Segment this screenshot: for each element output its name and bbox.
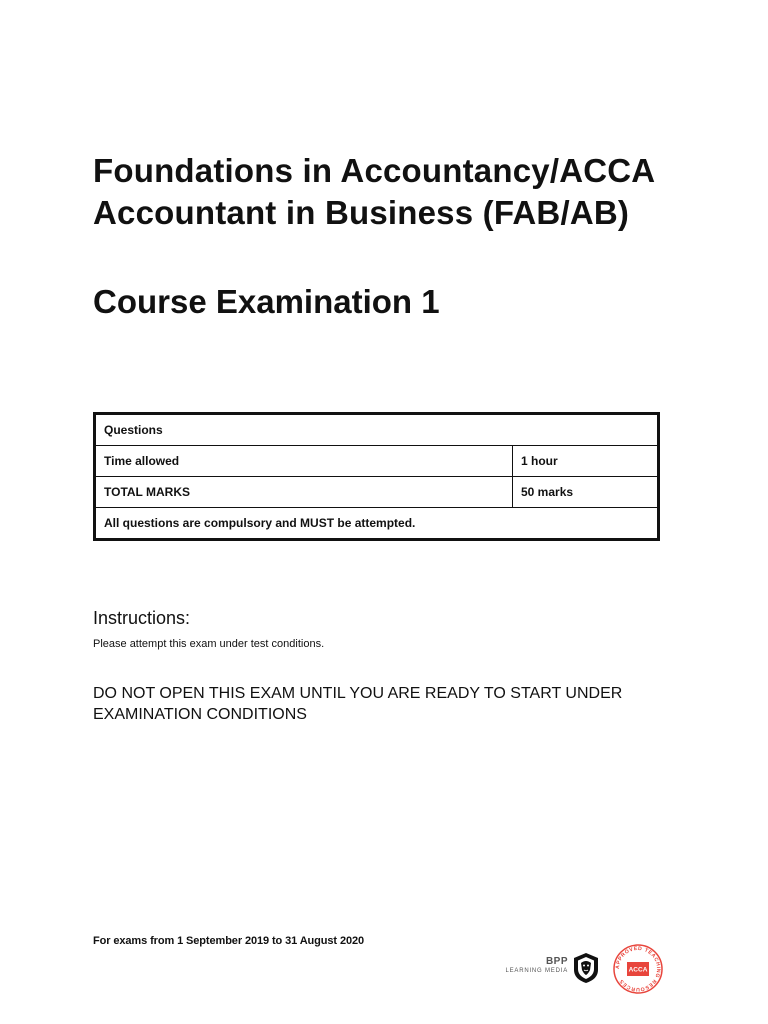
title-line-2: Accountant in Business (FAB/AB)	[93, 194, 630, 231]
exam-info-table	[93, 412, 660, 541]
exam-title: Course Examination 1	[93, 283, 440, 320]
time-allowed-value: 1 hour	[513, 446, 659, 477]
total-marks-value: 50 marks	[513, 477, 659, 508]
table-row-marks	[95, 477, 659, 508]
bpp-name: BPP	[545, 956, 568, 967]
table-row-questions	[95, 414, 659, 446]
bpp-logo	[500, 952, 600, 986]
instructions-heading: Instructions:	[93, 608, 191, 628]
acca-badge-text: ACCA	[628, 966, 648, 974]
document-title	[93, 150, 713, 234]
total-marks-label: TOTAL MARKS	[95, 477, 513, 508]
bpp-subtitle: LEARNING MEDIA	[505, 968, 568, 974]
time-allowed-label: Time allowed	[95, 446, 513, 477]
bpp-wordmark	[505, 956, 568, 974]
compulsory-note: All questions are compulsory and MUST be attempted.	[95, 508, 659, 540]
acca-approved-badge	[612, 943, 664, 995]
exam-validity-footer: For exams from 1 September 2019 to 31 August 2020	[93, 935, 365, 947]
instructions-text: Please attempt this exam under test conditions.	[93, 638, 325, 650]
lion-head-icon	[572, 952, 600, 984]
questions-label: Questions	[95, 414, 659, 446]
acca-ring-text: APPROVED TEACHING RESOURCES	[614, 945, 662, 993]
table-row-time	[95, 446, 659, 477]
title-line-1: Foundations in Accountancy/ACCA	[93, 152, 656, 189]
table-row-compulsory	[95, 508, 659, 540]
exam-warning: DO NOT OPEN THIS EXAM UNTIL YOU ARE READY TO START UNDER EXAMINATION CONDITIONS	[93, 685, 623, 723]
